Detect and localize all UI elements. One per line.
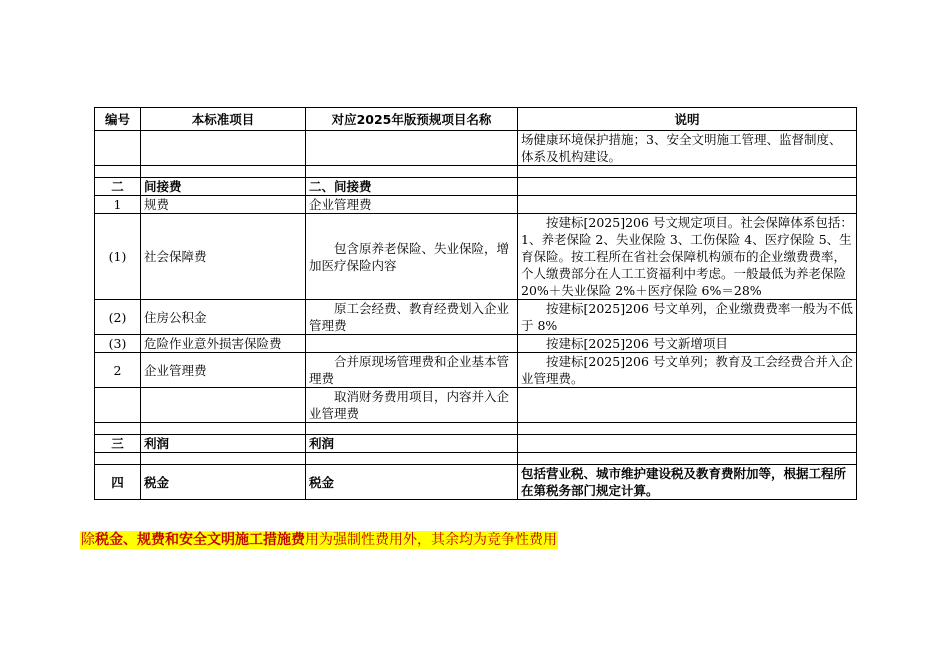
row-desc: 场健康环境保护措施；3、安全文明施工管理、监督制度、体系及机构建设。 (518, 131, 857, 166)
row-no: 二 (95, 178, 141, 196)
row-no: 2 (95, 353, 141, 388)
footer-text-2: 用为强制性费用外，其余均为竞争性费用 (305, 532, 557, 548)
row-no: (3) (95, 335, 141, 353)
row-name: 包含原养老保险、失业保险，增加医疗保险内容 (306, 214, 518, 300)
blank-row (95, 166, 857, 178)
table-row (95, 178, 857, 196)
header-item: 本标准项目 (141, 108, 306, 131)
row-item: 间接费 (141, 178, 306, 196)
row-name: 取消财务费用项目，内容并入企业管理费 (306, 388, 518, 423)
row-name: 税金 (306, 465, 518, 500)
row-item: 住房公积金 (141, 300, 306, 335)
table-row (95, 214, 857, 300)
footer-text-bold: 税金、规费和安全文明施工措施费 (95, 532, 305, 548)
header-row (95, 108, 857, 131)
row-no: 三 (95, 435, 141, 453)
table-row (95, 465, 857, 500)
footer-note (80, 531, 558, 549)
row-desc: 按建标[2025]206 号文规定项目。社会保障体系包括：1、养老保险 2、失业保险 3、工伤保险 4、医疗保险 5、生育保险。按工程所在省社会保障机构颁布的企业缴费费率，个人缴费部分在人工工资福利中考虑。一般最低为养老保险 20%＋失业保险 2%＋医疗保险 6%＝28% (518, 214, 857, 300)
table-row (95, 196, 857, 214)
row-item: 企业管理费 (141, 353, 306, 388)
table-row (95, 435, 857, 453)
table-row (95, 388, 857, 423)
row-item: 规费 (141, 196, 306, 214)
row-name: 合并原现场管理费和企业基本管理费 (306, 353, 518, 388)
row-name: 二、间接费 (306, 178, 518, 196)
table-row (95, 353, 857, 388)
header-desc: 说明 (518, 108, 857, 131)
row-no: (1) (95, 214, 141, 300)
row-no: (2) (95, 300, 141, 335)
row-no: 四 (95, 465, 141, 500)
table-row (95, 335, 857, 353)
table-row (95, 131, 857, 166)
row-name: 原工会经费、教育经费划入企业管理费 (306, 300, 518, 335)
row-desc: 按建标[2025]206 号文单列；教育及工会经费合并入企业管理费。 (518, 353, 857, 388)
footer-text-1: 除 (81, 532, 95, 548)
row-item: 危险作业意外损害保险费 (141, 335, 306, 353)
row-desc: 包括营业税、城市维护建设税及教育费附加等，根据工程所在第税务部门规定计算。 (518, 465, 857, 500)
row-item: 税金 (141, 465, 306, 500)
fee-table (94, 107, 857, 500)
row-desc: 按建标[2025]206 号文单列，企业缴费费率一般为不低于 8% (518, 300, 857, 335)
row-name: 企业管理费 (306, 196, 518, 214)
row-desc: 按建标[2025]206 号文新增项目 (518, 335, 857, 353)
row-no: 1 (95, 196, 141, 214)
blank-row (95, 453, 857, 465)
row-item: 利润 (141, 435, 306, 453)
row-item: 社会保障费 (141, 214, 306, 300)
blank-row (95, 423, 857, 435)
header-no: 编号 (95, 108, 141, 131)
header-name: 对应2025年版预规项目名称 (306, 108, 518, 131)
table-row (95, 300, 857, 335)
row-name: 利润 (306, 435, 518, 453)
